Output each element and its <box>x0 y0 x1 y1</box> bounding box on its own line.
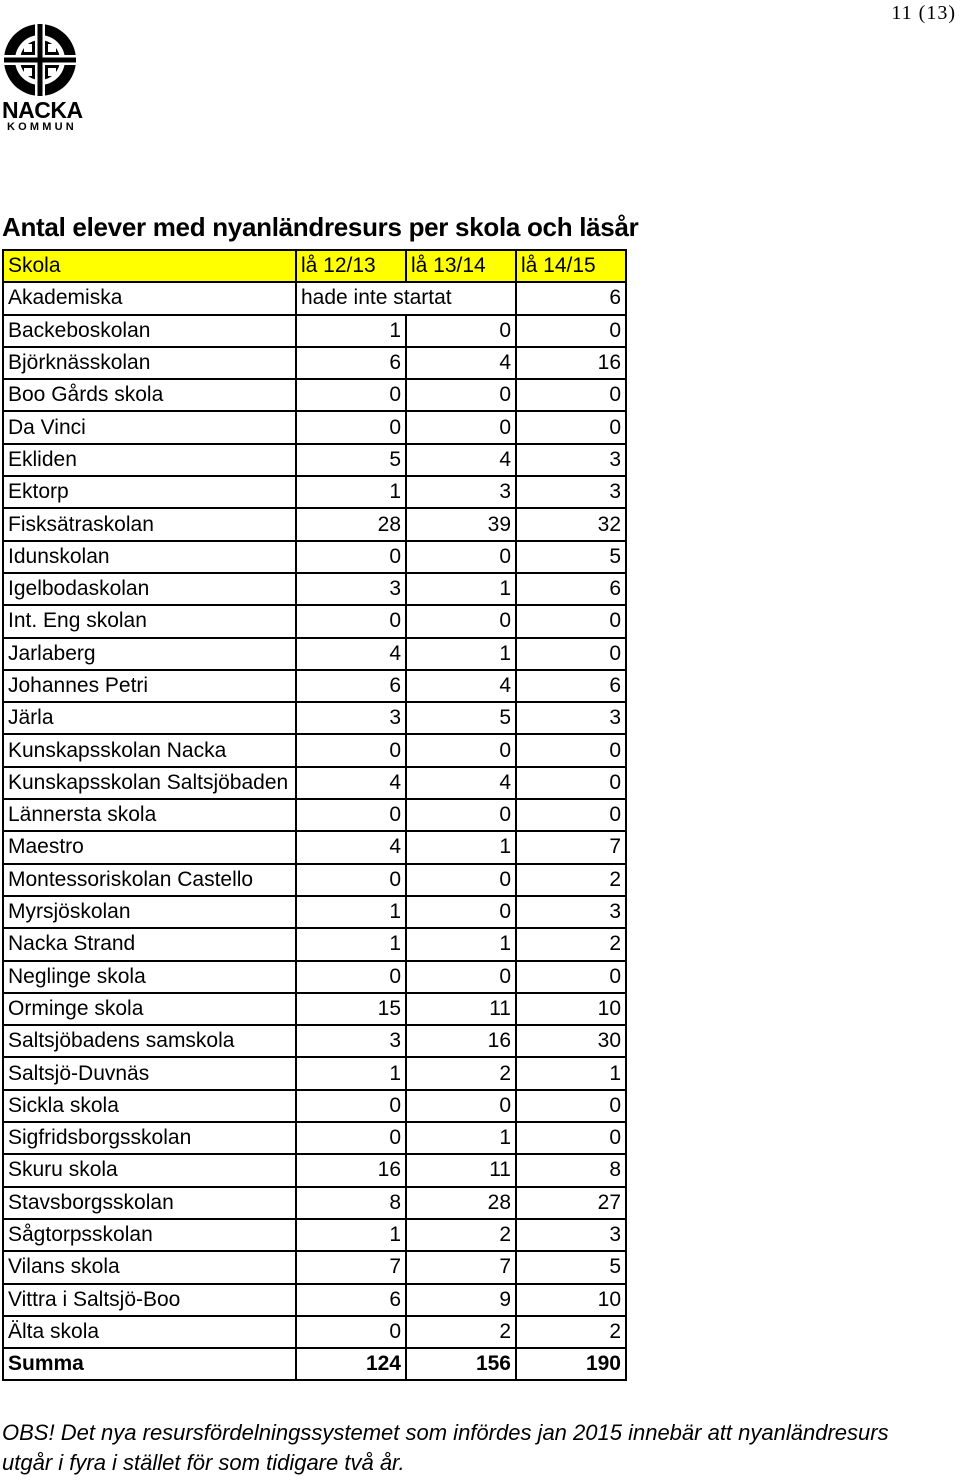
value-1415: 10 <box>516 993 626 1025</box>
school-name: Stavsborgsskolan <box>3 1187 296 1219</box>
value-1213: 6 <box>296 347 406 379</box>
school-name: Lännersta skola <box>3 799 296 831</box>
value-1415: 27 <box>516 1187 626 1219</box>
value-1213: 0 <box>296 541 406 573</box>
value-1213: 28 <box>296 508 406 540</box>
value-1314: 1 <box>406 1122 516 1154</box>
school-name: Nacka Strand <box>3 928 296 960</box>
value-1314: 2 <box>406 1316 516 1348</box>
table-row <box>3 573 626 605</box>
table-row <box>3 702 626 734</box>
header-cell-1415: lå 14/15 <box>516 250 626 282</box>
value-1314: 0 <box>406 864 516 896</box>
value-1415: 3 <box>516 1219 626 1251</box>
table-row <box>3 1025 626 1057</box>
value-1415: 3 <box>516 476 626 508</box>
value-1213: 0 <box>296 1316 406 1348</box>
value-1415: 5 <box>516 541 626 573</box>
table-row <box>3 411 626 443</box>
value-1314: 4 <box>406 444 516 476</box>
value-1213: 15 <box>296 993 406 1025</box>
school-name: Björknässkolan <box>3 347 296 379</box>
value-1213: 4 <box>296 638 406 670</box>
value-1415: 16 <box>516 347 626 379</box>
value-1314: 9 <box>406 1284 516 1316</box>
footnote <box>2 1418 942 1478</box>
table-row <box>3 831 626 863</box>
value-1314: 0 <box>406 896 516 928</box>
school-name: Kunskapsskolan Saltsjöbaden <box>3 767 296 799</box>
school-name: Älta skola <box>3 1316 296 1348</box>
school-name: Int. Eng skolan <box>3 605 296 637</box>
school-name: Akademiska <box>3 282 296 314</box>
value-1415: 6 <box>516 573 626 605</box>
school-name: Saltsjö-Duvnäs <box>3 1057 296 1089</box>
page-title: Antal elever med nyanländresurs per skola och läsår <box>2 212 639 242</box>
school-name: Järla <box>3 702 296 734</box>
table-row <box>3 282 626 314</box>
value-1314: 0 <box>406 1090 516 1122</box>
value-1213: 124 <box>296 1348 406 1380</box>
value-1415: 0 <box>516 734 626 766</box>
value-1213: 1 <box>296 315 406 347</box>
table-row <box>3 347 626 379</box>
value-1213: 0 <box>296 864 406 896</box>
school-name: Da Vinci <box>3 411 296 443</box>
value-1213: 1 <box>296 476 406 508</box>
value-1314: 0 <box>406 315 516 347</box>
school-name: Jarlaberg <box>3 638 296 670</box>
school-name: Sickla skola <box>3 1090 296 1122</box>
value-1314: 3 <box>406 476 516 508</box>
table-row <box>3 1154 626 1186</box>
table-row <box>3 379 626 411</box>
value-1415: 0 <box>516 411 626 443</box>
table-row <box>3 1219 626 1251</box>
value-1314: 0 <box>406 734 516 766</box>
table-row <box>3 508 626 540</box>
school-name: Ektorp <box>3 476 296 508</box>
value-1213: 0 <box>296 379 406 411</box>
value-1415: 3 <box>516 896 626 928</box>
value-1314: 5 <box>406 702 516 734</box>
school-name: Kunskapsskolan Nacka <box>3 734 296 766</box>
value-1213: 1 <box>296 928 406 960</box>
value-1415: 1 <box>516 1057 626 1089</box>
footnote-prefix: OBS! <box>2 1420 55 1445</box>
value-1415: 2 <box>516 928 626 960</box>
value-1314: 0 <box>406 379 516 411</box>
table-row <box>3 1057 626 1089</box>
value-1213: 3 <box>296 702 406 734</box>
value-1314: 4 <box>406 670 516 702</box>
sum-label: Summa <box>3 1348 296 1380</box>
value-1314: 0 <box>406 605 516 637</box>
value-1213: 3 <box>296 1025 406 1057</box>
school-name: Skuru skola <box>3 1154 296 1186</box>
school-name: Johannes Petri <box>3 670 296 702</box>
value-1213: 0 <box>296 734 406 766</box>
value-1213: 0 <box>296 961 406 993</box>
school-name: Neglinge skola <box>3 961 296 993</box>
value-1213: 1 <box>296 896 406 928</box>
value-1314: 1 <box>406 928 516 960</box>
value-1415: 7 <box>516 831 626 863</box>
school-name: Montessoriskolan Castello <box>3 864 296 896</box>
value-1415: 5 <box>516 1251 626 1283</box>
value-1314: 2 <box>406 1219 516 1251</box>
logo-name: NACKA <box>2 97 83 123</box>
value-1314: 16 <box>406 1025 516 1057</box>
header-cell-1314: lå 13/14 <box>406 250 516 282</box>
value-1213: 7 <box>296 1251 406 1283</box>
nacka-kommun-logo <box>2 22 82 134</box>
value-1415: 0 <box>516 1122 626 1154</box>
sum-row <box>3 1348 626 1380</box>
table-row <box>3 864 626 896</box>
table-row <box>3 799 626 831</box>
value-1213: 0 <box>296 1090 406 1122</box>
value-1314: 0 <box>406 541 516 573</box>
school-name: Orminge skola <box>3 993 296 1025</box>
value-1314: 0 <box>406 411 516 443</box>
school-name: Ekliden <box>3 444 296 476</box>
value-1213: 4 <box>296 767 406 799</box>
value-1415: 0 <box>516 379 626 411</box>
value-1415: 30 <box>516 1025 626 1057</box>
table-header-row <box>3 250 626 282</box>
value-1314: 11 <box>406 993 516 1025</box>
value-1415: 0 <box>516 605 626 637</box>
value-1314: 7 <box>406 1251 516 1283</box>
value-1415: 3 <box>516 444 626 476</box>
table-row <box>3 961 626 993</box>
value-1415: 8 <box>516 1154 626 1186</box>
table-row <box>3 638 626 670</box>
school-name: Saltsjöbadens samskola <box>3 1025 296 1057</box>
school-name: Igelbodaskolan <box>3 573 296 605</box>
school-name: Sigfridsborgsskolan <box>3 1122 296 1154</box>
value-1213: 8 <box>296 1187 406 1219</box>
value-1314: 1 <box>406 831 516 863</box>
value-1415: 190 <box>516 1348 626 1380</box>
table-row <box>3 1122 626 1154</box>
value-1415: 6 <box>516 670 626 702</box>
value-1213: 5 <box>296 444 406 476</box>
school-name: Fisksätraskolan <box>3 508 296 540</box>
value-1415: 32 <box>516 508 626 540</box>
logo-sub: KOMMUN <box>7 121 77 133</box>
header-cell-school: Skola <box>3 250 296 282</box>
value-1415: 0 <box>516 961 626 993</box>
value-1415: 10 <box>516 1284 626 1316</box>
value-1314: 0 <box>406 961 516 993</box>
value-1314: 1 <box>406 573 516 605</box>
value-1213: 0 <box>296 605 406 637</box>
value-1213: 6 <box>296 670 406 702</box>
table-row <box>3 928 626 960</box>
value-1415: 0 <box>516 638 626 670</box>
value-1314: 11 <box>406 1154 516 1186</box>
value-1314: 156 <box>406 1348 516 1380</box>
value-1213: 0 <box>296 411 406 443</box>
table-row <box>3 896 626 928</box>
table-row <box>3 1284 626 1316</box>
value-1213: 0 <box>296 799 406 831</box>
value-1314: 4 <box>406 347 516 379</box>
value-1213: 1 <box>296 1057 406 1089</box>
school-name: Backeboskolan <box>3 315 296 347</box>
value-1415: 0 <box>516 767 626 799</box>
page-number: 11 (13) <box>891 2 956 24</box>
value-1415: 2 <box>516 864 626 896</box>
table-row <box>3 315 626 347</box>
school-name: Boo Gårds skola <box>3 379 296 411</box>
value-1415: 2 <box>516 1316 626 1348</box>
value-1213: 6 <box>296 1284 406 1316</box>
table-row <box>3 993 626 1025</box>
table-row <box>3 476 626 508</box>
value-1314: 28 <box>406 1187 516 1219</box>
table-row <box>3 541 626 573</box>
value-1415: 0 <box>516 1090 626 1122</box>
value-1415: 0 <box>516 315 626 347</box>
value-1314: 0 <box>406 799 516 831</box>
value-1415: 3 <box>516 702 626 734</box>
table-row <box>3 1090 626 1122</box>
table-row <box>3 1251 626 1283</box>
value-1314: 39 <box>406 508 516 540</box>
school-name: Idunskolan <box>3 541 296 573</box>
table-row <box>3 1187 626 1219</box>
nacka-emblem-icon <box>2 22 82 98</box>
table-row <box>3 1316 626 1348</box>
students-table <box>2 249 627 1381</box>
school-name: Maestro <box>3 831 296 863</box>
value-1314: 1 <box>406 638 516 670</box>
header-cell-1213: lå 12/13 <box>296 250 406 282</box>
value-1213: 16 <box>296 1154 406 1186</box>
footnote-text: Det nya resursfördelningssystemet som infördes jan 2015 innebär att nyanländresurs utgår i fyra i stället för som tidigare två år. <box>2 1420 889 1475</box>
school-name: Myrsjöskolan <box>3 896 296 928</box>
value-1314: 2 <box>406 1057 516 1089</box>
value-1213: 4 <box>296 831 406 863</box>
table-row <box>3 767 626 799</box>
school-name: Sågtorpsskolan <box>3 1219 296 1251</box>
school-name: Vilans skola <box>3 1251 296 1283</box>
value-1213: 1 <box>296 1219 406 1251</box>
table-row <box>3 670 626 702</box>
value-1314: 4 <box>406 767 516 799</box>
table-row <box>3 605 626 637</box>
table-row <box>3 734 626 766</box>
value-1213: 3 <box>296 573 406 605</box>
value-1415: 0 <box>516 799 626 831</box>
school-name: Vittra i Saltsjö-Boo <box>3 1284 296 1316</box>
table-row <box>3 444 626 476</box>
value-1213: 0 <box>296 1122 406 1154</box>
not-started-note: hade inte startat <box>296 282 516 314</box>
value-1415: 6 <box>516 282 626 314</box>
